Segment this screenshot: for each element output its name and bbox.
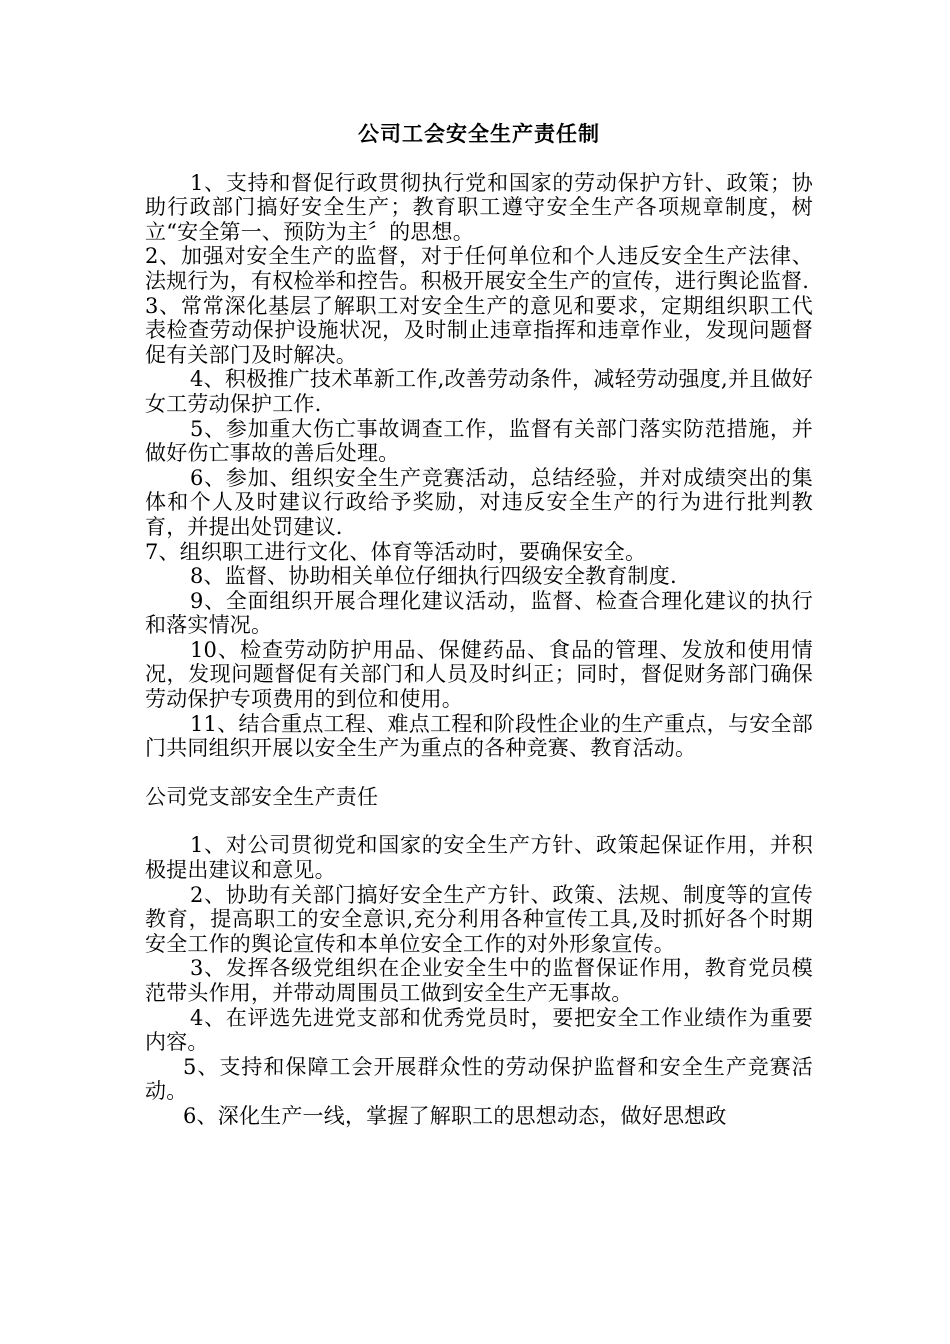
paragraph: 2、协助有关部门搞好安全生产方针、政策、法规、制度等的宣传教育，提高职工的安全意识,充分利用各种宣传工具,及时抓好各个时期安全工作的舆论宣传和本单位安全工作的对外形象宣传。	[145, 882, 813, 956]
section-party-branch-responsibilities	[145, 833, 813, 1128]
paragraph: 8、监督、协助相关单位仔细执行四级安全教育制度.	[190, 564, 677, 589]
paragraph: 1、支持和督促行政贯彻执行党和国家的劳动保护方针、政策；协助行政部门搞好安全生产；教育职工遵守安全生产各项规章制度，树立“安全第一、预防为主〞的思想。	[145, 170, 813, 244]
paragraph: 6、参加、组织安全生产竞赛活动，总结经验，并对成绩突出的集体和个人及时建议行政给予奖励，对违反安全生产的行为进行批判教育，并提出处罚建议.	[145, 465, 813, 539]
paragraph: 1、对公司贯彻党和国家的安全生产方针、政策起保证作用，并积极提出建议和意见。	[145, 833, 813, 883]
paragraph: 3、常常深化基层了解职工对安全生产的意见和要求，定期组织职工代表检查劳动保护设施状况，及时制止违章指挥和违章作业，发现问题督促有关部门及时解决。	[145, 293, 813, 367]
paragraph: 5、参加重大伤亡事故调查工作，监督有关部门落实防范措施，并做好伤亡事故的善后处理。	[145, 416, 813, 466]
paragraph: 9、全面组织开展合理化建议活动，监督、检查合理化建议的执行和落实情况。	[145, 588, 813, 638]
section-union-responsibilities	[145, 171, 813, 761]
paragraph: 3、发挥各级党组织在企业安全生中的监督保证作用，教育党员模范带头作用，并带动周围员工做到安全生产无事故。	[145, 956, 813, 1005]
paragraph: 5、支持和保障工会开展群众性的劳动保护监督和安全生产竞赛活动。	[145, 1054, 813, 1104]
paragraph: 6、深化生产一线，掌握了解职工的思想动态，做好思想政	[183, 1103, 727, 1128]
paragraph: 10、检查劳动防护用品、保健药品、食品的管理、发放和使用情况，发现问题督促有关部门和人员及时纠正；同时，督促财务部门确保劳动保护专项费用的到位和使用。	[145, 637, 813, 712]
section-heading: 公司党支部安全生产责任	[145, 784, 379, 809]
paragraph: 2、加强对安全生产的监督，对于任何单位和个人违反安全生产法律、法规行为，有权检举和控告。积极开展安全生产的宣传，进行舆论监督.	[145, 244, 813, 293]
paragraph: 11、结合重点工程、难点工程和阶段性企业的生产重点，与安全部门共同组织开展以安全生产为重点的各种竞赛、教育活动。	[145, 711, 813, 761]
document-title: 公司工会安全生产责任制	[358, 122, 600, 146]
paragraph: 7、组织职工进行文化、体育等活动时，要确保安全。	[145, 539, 647, 564]
document-page	[145, 118, 813, 1129]
paragraph: 4、在评选先进党支部和优秀党员时，要把安全工作业绩作为重要内容。	[145, 1005, 813, 1055]
paragraph: 4、积极推广技术革新工作,改善劳动条件，减轻劳动强度,并且做好女工劳动保护工作.	[145, 367, 813, 416]
